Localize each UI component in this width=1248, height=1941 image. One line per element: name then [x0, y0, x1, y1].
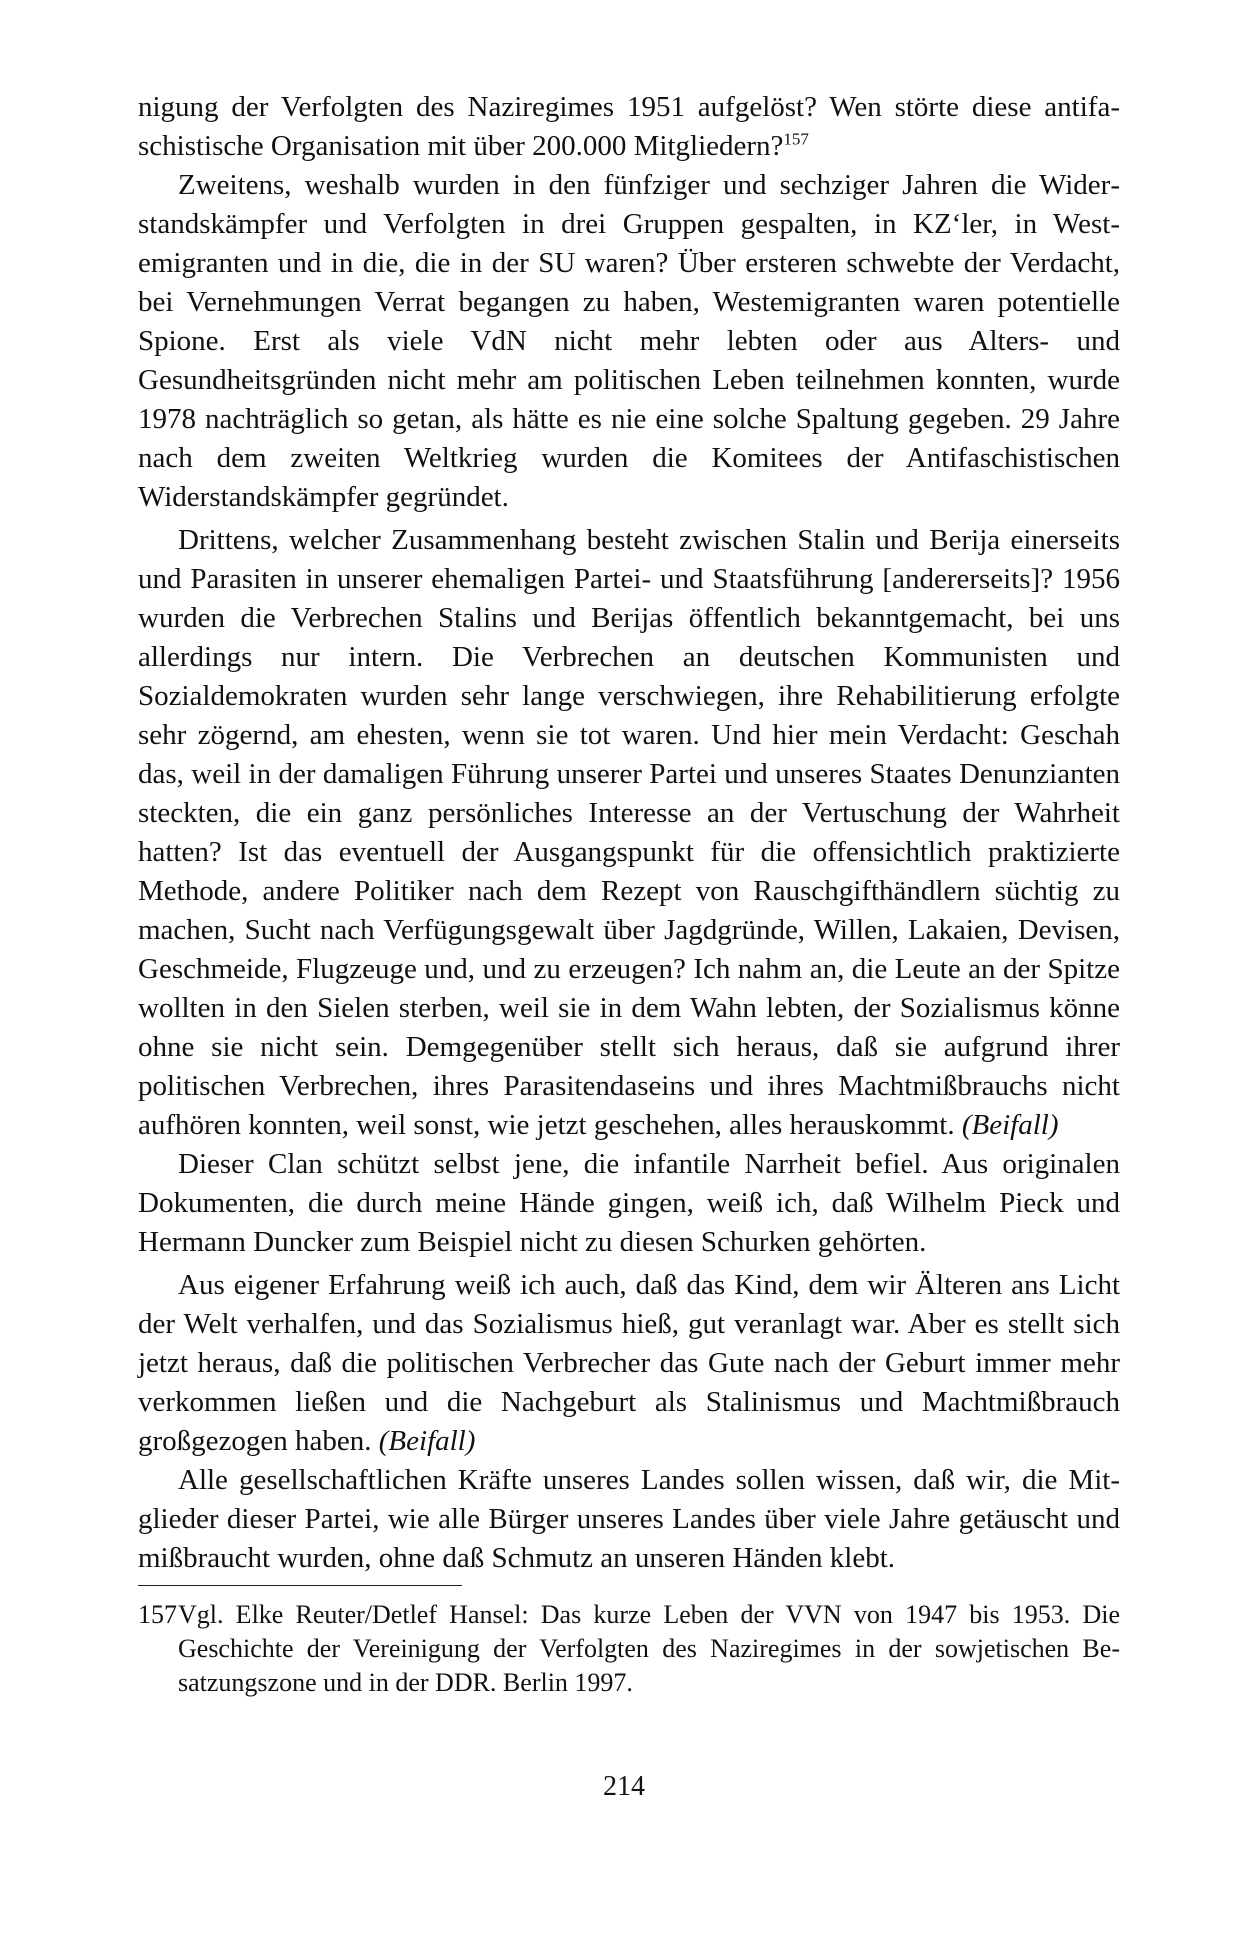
footnote-number: 157 — [138, 1600, 177, 1629]
paragraph-drittens — [138, 521, 1120, 1145]
paragraph-text: Dieser Clan schützt selbst jene, die infantile Narrheit befiel. Aus originalen Dokumenten, die durch meine Hände gingen, weiß ich, daß Wilhelm Pieck und Hermann Duncker zum Beispiel nicht zu diesen Schurken gehörten. — [138, 1148, 1120, 1258]
applause-note: (Beifall) — [378, 1425, 476, 1457]
applause-note: (Beifall) — [961, 1109, 1059, 1141]
paragraph-continuation — [138, 88, 1120, 166]
page-number: 214 — [603, 1771, 645, 1802]
paragraph-text: Drittens, welcher Zusammenhang besteht zwischen Stalin und Berija einerseits und Parasiten in unserer ehemaligen Partei- und Staatsführung [andererseits]? 1956 wurden die Verbrechen Stalins und Berijas öffentlich bekanntgemacht, bei uns allerdings nur intern. Die Verbrechen an deutschen Kommunisten und Sozialdemokraten wurden sehr lange verschwiegen, ihre Rehabilitierung erfolgte sehr zögernd, am ehesten, wenn sie tot waren. Und hier mein Verdacht: Geschah das, weil in der damaligen Führung unserer Partei und unseres Staates Denunzianten steckten, die ein ganz persönliches Interesse an der Vertuschung der Wahrheit hatten? Ist das eventuell der Ausgangspunkt für die offensichtlich praktizierte Methode, andere Politiker nach dem Rezept von Rauschgifthändlern süchtig zu machen, Sucht nach Verfügungsgewalt über Jagdgründe, Willen, Lakaien, Devisen, Geschmeide, Flugzeuge und, und zu erzeugen? Ich nahm an, die Leute an der Spitze wollten in den Sielen sterben, weil sie in dem Wahn lebten, der Sozialismus könne ohne sie nicht sein. Demgegenüber stellt sich heraus, daß sie aufgrund ihrer politischen Verbrechen, ihres Parasitendaseins und ihres Machtmißbrauchs nicht aufhören konnten, weil sonst, wie jetzt geschehen, alles herauskommt. — [138, 524, 1120, 1141]
paragraph-text: Aus eigener Erfahrung weiß ich auch, daß das Kind, dem wir Älteren ans Licht der Welt verhalfen, und das Sozialismus hieß, gut veranlagt war. Aber es stellt sich jetzt heraus, daß die politischen Verbrecher das Gute nach der Geburt immer mehr verkommen ließen und die Nachgeburt als Stalinismus und Machtmißbrauch großgezogen haben. — [138, 1269, 1120, 1457]
footnote-reference[interactable]: 157 — [783, 129, 809, 149]
paragraph-clan — [138, 1145, 1120, 1262]
paragraph-zweitens — [138, 166, 1120, 517]
paragraph-text: Alle gesellschaftlichen Kräfte unseres Landes sollen wissen, daß wir, die Mitglieder dieser Partei, wie alle Bürger unseres Landes über viele Jahre getäuscht und mißbraucht wurden, ohne daß Schmutz an unseren Händen klebt. — [138, 1464, 1120, 1574]
paragraph-kraefte — [138, 1461, 1120, 1578]
page-body — [138, 88, 1120, 1578]
main-text — [138, 88, 1120, 1578]
footnote — [138, 1598, 1120, 1700]
footnote-text: Vgl. Elke Reuter/Detlef Hansel: Das kurze Leben der VVN von 1947 bis 1953. Die Geschichte der Vereinigung der Verfolgten des Naziregimes in der sowjetischen Besatzungszone und in der DDR. Berlin 1997. — [178, 1600, 1120, 1697]
paragraph-text: nigung der Verfolgten des Naziregimes 1951 aufgelöst? Wen störte diese antifaschistische Organisation mit über 200.000 Mitgliedern? — [138, 91, 1120, 162]
footnote-divider — [138, 1585, 462, 1586]
paragraph-text: Zweitens, weshalb wurden in den fünfziger und sechziger Jahren die Widerstandskämpfer und Verfolgten in drei Gruppen gespalten, in KZ‘ler, in Westemigranten und in die, die in der SU waren? Über ersteren schwebte der Verdacht, bei Vernehmungen Verrat begangen zu haben, Westemigranten waren potentielle Spione. Erst als viele VdN nicht mehr lebten oder aus Alters- und Gesundheitsgründen nicht mehr am politischen Leben teilnehmen konnten, wurde 1978 nachträglich so getan, als hätte es nie eine solche Spaltung gegeben. 29 Jahre nach dem zweiten Weltkrieg wurden die Komitees der Antifaschistischen Widerstandskämpfer gegründet. — [138, 169, 1120, 513]
paragraph-erfahrung — [138, 1266, 1120, 1461]
